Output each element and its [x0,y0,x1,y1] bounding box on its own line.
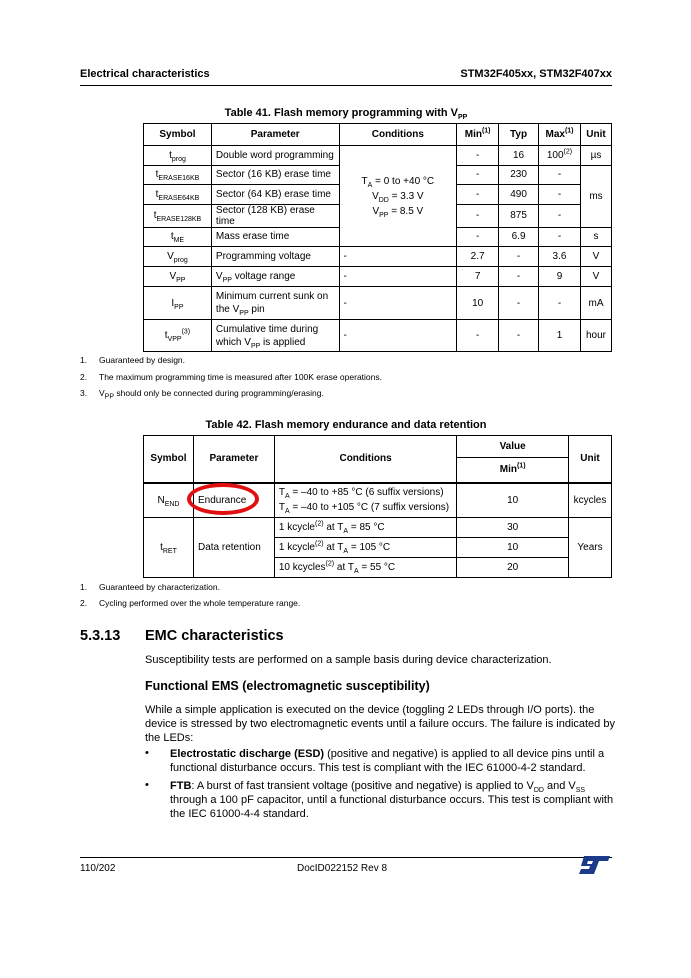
row-min: - [457,204,499,227]
header-section-title: Electrical characteristics [80,68,210,80]
table-row [144,320,612,352]
table41 [143,123,612,352]
merged-unit: ms [580,165,611,227]
table-row [144,247,612,267]
footer-page-number: 110/202 [80,863,116,874]
row-parameter: Sector (16 KB) erase time [211,165,339,185]
row-min: - [457,165,499,185]
row-unit: V [580,247,611,267]
col-value: Value [457,436,569,458]
row-conditions: - [339,287,457,320]
row-parameter: Sector (64 KB) erase time [211,185,339,205]
row-unit: s [580,227,611,247]
row-symbol: $V_{PP}$ [144,267,212,287]
subheading: Functional EMS (electromagnetic susceptibility) [145,679,430,693]
row-max: - [539,185,581,205]
row-min: - [457,185,499,205]
merged-conditions: $T_A = 0$ to +40 °C $V_{DD} = 3.3$ V $V_{PP} = 8.5$ V [339,146,457,247]
row-typ: 230 [499,165,539,185]
table42-footnote-1: 1. Guaranteed by characterization. [80,582,220,592]
row-symbol: $N_{END}$ [144,483,194,518]
row-unit: V [580,267,611,287]
col-parameter: Parameter [211,124,339,146]
section-title: EMC characteristics [145,628,284,644]
row-conditions: 1 kcycle$^{(2)}$ at $T_A = 105$ °C [274,538,456,558]
table-row [144,267,612,287]
row-min: 20 [457,558,569,578]
highlight-circle [187,483,259,515]
row-parameter: Double word programming [211,146,339,166]
row-max: - [539,287,581,320]
row-min: - [457,146,499,166]
row-min: 10 [457,483,569,518]
row-min: 2.7 [457,247,499,267]
row-parameter: Mass erase time [211,227,339,247]
row-max: 3.6 [539,247,581,267]
row-symbol: $t_{ERASE16KB}$ [144,165,212,185]
row-symbol: $V_{prog}$ [144,247,212,267]
row-symbol: $t_{prog}$ [144,146,212,166]
row-conditions: - [339,247,457,267]
row-max: - [539,165,581,185]
row-unit: µs [580,146,611,166]
col-min: Min$^{(1)}$ [457,458,569,483]
col-min: Min$^{(1)}$ [457,124,499,146]
row-min: 10 [457,287,499,320]
row-typ: 16 [499,146,539,166]
col-unit: Unit [580,124,611,146]
table41-caption: Table 41. Flash memory programming with $V_{PP}$ [224,107,468,122]
table-row [144,518,612,538]
row-unit: kcycles [568,483,611,518]
row-typ: - [499,267,539,287]
table42-header-row [144,436,612,458]
row-conditions: - [339,267,457,287]
header-rule [80,85,612,86]
row-typ: - [499,287,539,320]
row-typ: 875 [499,204,539,227]
table41-footnote-2: 2. The maximum programming time is measured after 100K erase operations. [80,372,382,382]
table-row [144,287,612,320]
table42-footnote-2: 2. Cycling performed over the whole temperature range. [80,598,301,608]
row-max: 1 [539,320,581,352]
table41-footnote-3: 3. $V_{PP}$ should only be connected during programming/erasing. [80,388,324,401]
bullet-esd: Electrostatic discharge (ESD) (positive and negative) is applied to all device pins until a functional disturbance occurs. This test is compliant with the IEC 61000-4-2 standard. [170,748,605,774]
row-parameter: Data retention [193,518,274,578]
col-max: Max$^{(1)}$ [539,124,581,146]
row-typ: - [499,247,539,267]
col-conditions: Conditions [274,436,456,483]
row-parameter: Minimum current sunk on the $V_{PP}$ pin [211,287,339,320]
row-parameter: Programming voltage [211,247,339,267]
row-max: - [539,227,581,247]
section-number: 5.3.13 [80,628,121,644]
table-row [144,146,612,166]
row-symbol: $t_{RET}$ [144,518,194,578]
bullet-ftb: FTB: A burst of fast transient voltage (positive and negative) is applied to $V_{DD}$ and $V_{SS}$ through a 100 pF capacitor, until a functional disturbance occurs. This test is compliant with the IEC 61000-4-4 standard. [170,780,614,820]
section-intro: Susceptibility tests are performed on a sample basis during device characterization. [145,654,552,666]
header-product-name: STM32F405xx, STM32F407xx [460,68,612,80]
row-typ: - [499,320,539,352]
col-unit: Unit [568,436,611,483]
row-symbol: $I_{PP}$ [144,287,212,320]
table42-caption: Table 42. Flash memory endurance and data retention [205,419,487,431]
row-typ: 6.9 [499,227,539,247]
row-symbol: $t_{ME}$ [144,227,212,247]
table41-header-row [144,124,612,146]
row-conditions: 1 kcycle$^{(2)}$ at $T_A = 85$ °C [274,518,456,538]
row-conditions: 10 kcycles$^{(2)}$ at $T_A = 55$ °C [274,558,456,578]
col-symbol: Symbol [144,436,194,483]
footer-doc-id: DocID022152 Rev 8 [297,863,388,874]
row-parameter: Sector (128 KB) erase time [211,204,339,227]
col-symbol: Symbol [144,124,212,146]
row-typ: 490 [499,185,539,205]
row-parameter: Cumulative time during which $V_{PP}$ is applied [211,320,339,352]
section-paragraph: While a simple application is executed on the device (toggling 2 LEDs through I/O ports). the device is stressed by two electromagnetic events until a failure occurs. The failure is indicated by the LEDs: [145,704,615,744]
row-parameter: $V_{PP}$ voltage range [211,267,339,287]
row-conditions: - [339,320,457,352]
row-unit: hour [580,320,611,352]
footer-rule [80,857,612,858]
row-symbol: $t_{ERASE64KB}$ [144,185,212,205]
row-min: - [457,320,499,352]
bullet-marker: • [145,747,149,759]
row-max: - [539,204,581,227]
st-logo-icon [578,855,612,880]
row-unit: mA [580,287,611,320]
row-unit: Years [568,518,611,578]
table41-footnote-1: 1. Guaranteed by design. [80,355,186,365]
row-max: 9 [539,267,581,287]
col-parameter: Parameter [193,436,274,483]
row-symbol: $t_{ERASE128KB}$ [144,204,212,227]
row-min: 7 [457,267,499,287]
row-conditions: $T_A = -40$ to +85 °C (6 suffix versions) $T_A = -40$ to +105 °C (7 suffix versions) [274,483,456,518]
row-min: 10 [457,538,569,558]
row-min: - [457,227,499,247]
col-typ: Typ [499,124,539,146]
row-min: 30 [457,518,569,538]
bullet-marker: • [145,779,149,791]
row-max: 100$^{(2)}$ [539,146,581,166]
col-conditions: Conditions [339,124,457,146]
row-parameter: Endurance [193,483,274,518]
row-symbol: $t_{VPP}^{(3)}$ [144,320,212,352]
